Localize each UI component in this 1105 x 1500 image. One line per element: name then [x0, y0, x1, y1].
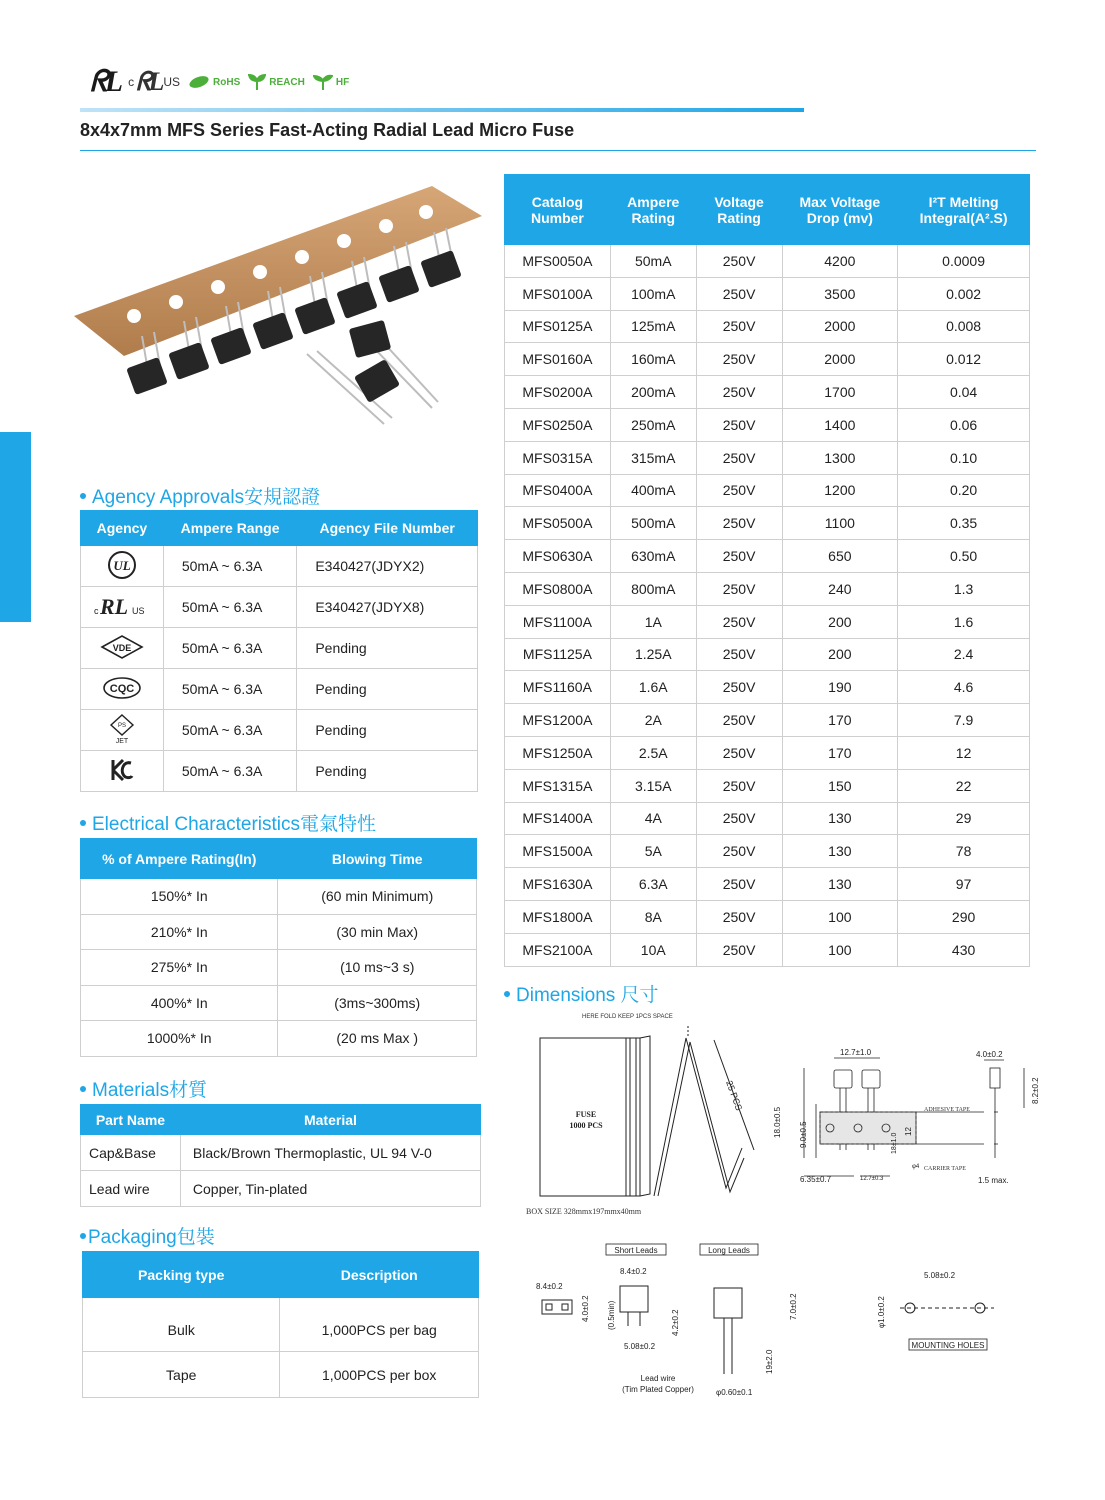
packaging-table — [82, 1251, 479, 1398]
packaging-heading: Packaging包裝 — [80, 1222, 215, 1249]
i2t-value: 0.04 — [898, 376, 1030, 409]
mounting-holes-label: MOUNTING HOLES — [911, 1341, 985, 1350]
table-row — [505, 245, 1030, 278]
catalog-number: MFS0200A — [505, 376, 611, 409]
voltage-rating: 250V — [696, 474, 782, 507]
catalog-number: MFS1100A — [505, 605, 611, 638]
agency-file: Pending — [297, 751, 478, 792]
svg-text:JET: JET — [115, 737, 129, 745]
voltage-rating: 250V — [696, 605, 782, 638]
dim-4-0: 4.0±0.2 — [976, 1050, 1003, 1059]
adhesive-label: ADHESIVE TAPE — [924, 1107, 970, 1113]
table-row — [83, 1298, 479, 1352]
material: Copper, Tin-plated — [180, 1171, 480, 1207]
i2t-value: 78 — [898, 835, 1030, 868]
max-voltage-drop: 150 — [782, 769, 898, 802]
voltage-rating: 250V — [696, 277, 782, 310]
voltage-rating: 250V — [696, 310, 782, 343]
packing-type: Tape — [83, 1352, 280, 1398]
svg-text:VDE: VDE — [112, 642, 132, 653]
i2t-value: 0.50 — [898, 540, 1030, 573]
max-voltage-drop: 2000 — [782, 343, 898, 376]
table-row — [505, 900, 1030, 933]
dim-18b: 18±1.0 — [891, 1132, 898, 1154]
max-voltage-drop: 200 — [782, 638, 898, 671]
max-voltage-drop: 200 — [782, 605, 898, 638]
i2t-value: 0.20 — [898, 474, 1030, 507]
table-row — [81, 710, 478, 751]
ampere-rating: 1A — [610, 605, 696, 638]
table-row — [505, 605, 1030, 638]
ampere-rating: 200mA — [610, 376, 696, 409]
i2t-value: 29 — [898, 802, 1030, 835]
agency-file: Pending — [297, 628, 478, 669]
catalog-number: MFS0050A — [505, 245, 611, 278]
dim-0-5: (0.5min) — [607, 1300, 616, 1330]
ampere-percent: 150%* In — [81, 879, 278, 915]
voltage-rating: 250V — [696, 507, 782, 540]
i2t-value: 0.012 — [898, 343, 1030, 376]
dim-8-4a: 8.4±0.2 — [536, 1282, 563, 1291]
blowing-time: (20 ms Max ) — [278, 1021, 477, 1057]
blowing-time: (3ms~300ms) — [278, 985, 477, 1021]
i2t-value: 2.4 — [898, 638, 1030, 671]
table-row — [81, 628, 478, 669]
catalog-number: MFS1125A — [505, 638, 611, 671]
ampere-range: 50mA ~ 6.3A — [163, 546, 296, 587]
dim-phi-1-0: φ1.0±0.2 — [877, 1296, 886, 1328]
dim-12-7: 12.7±1.0 — [840, 1048, 872, 1057]
catalog-number: MFS1400A — [505, 802, 611, 835]
col-catalog-number: Catalog Number — [505, 175, 611, 245]
max-voltage-drop: 1100 — [782, 507, 898, 540]
col-ampere-rating: Ampere Rating — [610, 175, 696, 245]
lead-wire-label: Lead wire — [640, 1374, 676, 1383]
blowing-time: (60 min Minimum) — [278, 879, 477, 915]
agency-heading: Agency Approvals安規認證 — [80, 482, 320, 509]
voltage-rating: 250V — [696, 638, 782, 671]
electrical-heading: Electrical Characteristics電氣特性 — [80, 809, 376, 836]
cul-us-logo: c ᖇL US — [128, 66, 181, 96]
max-voltage-drop: 1300 — [782, 441, 898, 474]
ampere-rating: 100mA — [610, 277, 696, 310]
voltage-rating: 250V — [696, 900, 782, 933]
svg-text:PS: PS — [117, 722, 126, 729]
dim-8-4b: 8.4±0.2 — [620, 1267, 647, 1276]
table-row — [505, 376, 1030, 409]
materials-heading: Materials材質 — [80, 1075, 207, 1102]
table-row — [505, 408, 1030, 441]
part-name: Cap&Base — [81, 1135, 181, 1171]
dim-4-2: 4.2±0.2 — [671, 1309, 680, 1336]
voltage-rating: 250V — [696, 343, 782, 376]
col-i2t-melting: I²T Melting Integral(A².S) — [898, 175, 1030, 245]
dimensions-heading: Dimensions 尺寸 — [504, 980, 659, 1007]
ampere-rating: 5A — [610, 835, 696, 868]
catalog-number: MFS0250A — [505, 408, 611, 441]
col-agency: Agency — [81, 511, 164, 546]
box-label-count: 1000 PCS — [569, 1121, 603, 1130]
ampere-percent: 400%* In — [81, 985, 278, 1021]
i2t-value: 0.10 — [898, 441, 1030, 474]
ampere-rating: 8A — [610, 900, 696, 933]
max-voltage-drop: 240 — [782, 572, 898, 605]
packaging-box-drawing — [540, 1026, 754, 1196]
table-row — [81, 1135, 481, 1171]
catalog-number: MFS0315A — [505, 441, 611, 474]
table-row — [505, 474, 1030, 507]
part-name: Lead wire — [81, 1171, 181, 1207]
ampere-rating: 1.25A — [610, 638, 696, 671]
ampere-percent: 1000%* In — [81, 1021, 278, 1057]
agency-table — [80, 510, 478, 792]
svg-text:US: US — [131, 605, 145, 616]
ampere-rating: 2.5A — [610, 736, 696, 769]
ampere-rating: 2A — [610, 704, 696, 737]
max-voltage-drop: 1400 — [782, 408, 898, 441]
dim-5-08a: 5.08±0.2 — [624, 1342, 656, 1351]
certification-logos — [90, 64, 349, 100]
catalog-number: MFS2100A — [505, 933, 611, 966]
ampere-percent: 210%* In — [81, 914, 278, 950]
rohs-logo: RoHS — [188, 75, 240, 89]
ampere-rating: 630mA — [610, 540, 696, 573]
voltage-rating: 250V — [696, 376, 782, 409]
ampere-rating: 3.15A — [610, 769, 696, 802]
table-row — [505, 933, 1030, 966]
title-accent-bar — [80, 108, 804, 112]
max-voltage-drop: 190 — [782, 671, 898, 704]
voltage-rating: 250V — [696, 835, 782, 868]
i2t-value: 0.06 — [898, 408, 1030, 441]
i2t-value: 0.0009 — [898, 245, 1030, 278]
short-leads-label: Short Leads — [614, 1246, 658, 1255]
dim-4-0b: 4.0±0.2 — [581, 1295, 590, 1322]
reach-logo: REACH — [248, 73, 305, 91]
table-row — [81, 1171, 481, 1207]
voltage-rating: 250V — [696, 572, 782, 605]
catalog-number: MFS1315A — [505, 769, 611, 802]
vde-icon — [81, 628, 164, 669]
max-voltage-drop: 1200 — [782, 474, 898, 507]
fold-label: HERE FOLD KEEP 1PCS SPACE — [582, 1014, 673, 1020]
voltage-rating: 250V — [696, 704, 782, 737]
catalog-number: MFS0400A — [505, 474, 611, 507]
i2t-value: 22 — [898, 769, 1030, 802]
packing-description: 1,000PCS per bag — [280, 1298, 479, 1352]
ampere-rating: 125mA — [610, 310, 696, 343]
ampere-rating: 10A — [610, 933, 696, 966]
catalog-number: MFS1500A — [505, 835, 611, 868]
box-size-label: BOX SIZE 328mmx197mmx40mm — [526, 1207, 642, 1216]
i2t-value: 290 — [898, 900, 1030, 933]
max-label: 1.5 max. — [978, 1176, 1009, 1185]
catalog-number: MFS0100A — [505, 277, 611, 310]
col-voltage-rating: Voltage Rating — [696, 175, 782, 245]
max-voltage-drop: 170 — [782, 704, 898, 737]
table-row — [505, 343, 1030, 376]
lead-wire-material: (Tim Plated Copper) — [622, 1385, 694, 1394]
table-row — [505, 638, 1030, 671]
table-row — [505, 441, 1030, 474]
ampere-rating: 250mA — [610, 408, 696, 441]
cqc-icon — [81, 669, 164, 710]
svg-text:CQC: CQC — [109, 682, 135, 695]
ampere-rating: 500mA — [610, 507, 696, 540]
blowing-time: (10 ms~3 s) — [278, 950, 477, 986]
voltage-rating: 250V — [696, 933, 782, 966]
voltage-rating: 250V — [696, 245, 782, 278]
i2t-value: 97 — [898, 868, 1030, 901]
sprout-icon — [313, 73, 333, 91]
catalog-number: MFS1160A — [505, 671, 611, 704]
dim-phi4: φ4 — [912, 1164, 920, 1170]
ampere-rating: 50mA — [610, 245, 696, 278]
col-material: Material — [180, 1105, 480, 1135]
electrical-table — [80, 838, 477, 1057]
ampere-rating: 400mA — [610, 474, 696, 507]
packing-type: Bulk — [83, 1298, 280, 1352]
ampere-range: 50mA ~ 6.3A — [163, 710, 296, 751]
ul-logo: ᖇL — [90, 65, 121, 98]
carrier-label: CARRIER TAPE — [924, 1166, 966, 1172]
ampere-rating: 800mA — [610, 572, 696, 605]
dim-6-35: 6.35±0.7 — [800, 1175, 832, 1184]
col-max-voltage-drop: Max Voltage Drop (mv) — [782, 175, 898, 245]
agency-file: Pending — [297, 710, 478, 751]
ampere-rating: 1.6A — [610, 671, 696, 704]
max-voltage-drop: 130 — [782, 868, 898, 901]
table-row — [505, 802, 1030, 835]
i2t-value: 0.002 — [898, 277, 1030, 310]
table-row — [505, 572, 1030, 605]
dimension-drawings — [504, 1008, 1044, 1408]
col-part-name: Part Name — [81, 1105, 181, 1135]
dim-12-7b: 12.7±0.3 — [860, 1176, 884, 1182]
ampere-percent: 275%* In — [81, 950, 278, 986]
dim-phi-0-6: φ0.60±0.1 — [716, 1388, 753, 1397]
svg-text:RL: RL — [99, 593, 129, 618]
product-photo — [72, 186, 482, 426]
i2t-value: 0.008 — [898, 310, 1030, 343]
material: Black/Brown Thermoplastic, UL 94 V-0 — [180, 1135, 480, 1171]
table-row — [81, 587, 478, 628]
hf-logo: HF — [313, 73, 349, 91]
ampere-rating: 4A — [610, 802, 696, 835]
box-label-fuse: FUSE — [575, 1110, 597, 1119]
pse-jet-icon — [81, 710, 164, 751]
table-row — [505, 835, 1030, 868]
agency-file: E340427(JDYX2) — [297, 546, 478, 587]
table-row — [81, 751, 478, 792]
voltage-rating: 250V — [696, 408, 782, 441]
i2t-value: 1.6 — [898, 605, 1030, 638]
catalog-number: MFS1630A — [505, 868, 611, 901]
max-voltage-drop: 650 — [782, 540, 898, 573]
table-row — [81, 546, 478, 587]
voltage-rating: 250V — [696, 769, 782, 802]
catalog-number: MFS1200A — [505, 704, 611, 737]
cul-icon — [81, 587, 164, 628]
ampere-range: 50mA ~ 6.3A — [163, 587, 296, 628]
page-title: 8x4x7mm MFS Series Fast-Acting Radial Lead Micro Fuse — [80, 120, 575, 140]
materials-table — [80, 1104, 481, 1207]
voltage-rating: 250V — [696, 868, 782, 901]
col-blowing-time: Blowing Time — [278, 839, 477, 879]
agency-file: Pending — [297, 669, 478, 710]
catalog-number: MFS0125A — [505, 310, 611, 343]
ampere-range: 50mA ~ 6.3A — [163, 751, 296, 792]
table-row — [505, 671, 1030, 704]
voltage-rating: 250V — [696, 671, 782, 704]
i2t-value: 0.35 — [898, 507, 1030, 540]
catalog-number: MFS1800A — [505, 900, 611, 933]
voltage-rating: 250V — [696, 441, 782, 474]
title-divider — [80, 150, 1036, 151]
ampere-range: 50mA ~ 6.3A — [163, 669, 296, 710]
col-agency-file: Agency File Number — [297, 511, 478, 546]
sprout-icon — [248, 73, 266, 91]
ampere-range: 50mA ~ 6.3A — [163, 628, 296, 669]
i2t-value: 7.9 — [898, 704, 1030, 737]
table-row — [83, 1352, 479, 1398]
catalog-number: MFS0160A — [505, 343, 611, 376]
dim-5-08b: 5.08±0.2 — [924, 1271, 956, 1280]
packing-description: 1,000PCS per box — [280, 1352, 479, 1398]
tape-dimension-drawing — [804, 1058, 1024, 1176]
svg-text:c: c — [93, 605, 99, 616]
col-ampere-percent: % of Ampere Rating(In) — [81, 839, 278, 879]
col-ampere-range: Ampere Range — [163, 511, 296, 546]
table-row — [505, 310, 1030, 343]
table-row — [505, 704, 1030, 737]
max-voltage-drop: 4200 — [782, 245, 898, 278]
i2t-value: 1.3 — [898, 572, 1030, 605]
max-voltage-drop: 3500 — [782, 277, 898, 310]
table-row — [505, 277, 1030, 310]
table-row — [81, 950, 477, 986]
ampere-rating: 160mA — [610, 343, 696, 376]
catalog-number: MFS1250A — [505, 736, 611, 769]
table-row — [81, 914, 477, 950]
table-row — [81, 669, 478, 710]
catalog-number: MFS0500A — [505, 507, 611, 540]
ampere-rating: 315mA — [610, 441, 696, 474]
max-voltage-drop: 100 — [782, 933, 898, 966]
table-row — [505, 769, 1030, 802]
voltage-rating: 250V — [696, 802, 782, 835]
max-voltage-drop: 130 — [782, 802, 898, 835]
pcs-label: 25 PCS — [724, 1079, 745, 1112]
blowing-time: (30 min Max) — [278, 914, 477, 950]
max-voltage-drop: 1700 — [782, 376, 898, 409]
catalog-number: MFS0800A — [505, 572, 611, 605]
dim-12: 12 — [904, 1127, 913, 1136]
voltage-rating: 250V — [696, 540, 782, 573]
max-voltage-drop: 100 — [782, 900, 898, 933]
col-packing-type: Packing type — [83, 1252, 280, 1298]
dim-19: 19±2.0 — [765, 1349, 774, 1374]
long-leads-label: Long Leads — [708, 1246, 750, 1255]
ampere-rating: 6.3A — [610, 868, 696, 901]
i2t-value: 12 — [898, 736, 1030, 769]
col-description: Description — [280, 1252, 479, 1298]
i2t-value: 430 — [898, 933, 1030, 966]
svg-text:UL: UL — [113, 557, 131, 573]
table-row — [505, 868, 1030, 901]
agency-file: E340427(JDYX8) — [297, 587, 478, 628]
catalog-table — [504, 174, 1030, 967]
kc-icon — [81, 751, 164, 792]
max-voltage-drop: 130 — [782, 835, 898, 868]
table-row — [505, 540, 1030, 573]
table-row — [505, 736, 1030, 769]
ul-icon — [81, 546, 164, 587]
dim-7-0: 7.0±0.2 — [789, 1293, 798, 1320]
max-voltage-drop: 170 — [782, 736, 898, 769]
leaf-icon — [188, 75, 210, 89]
side-tab-marker — [0, 432, 31, 622]
dim-9: 9.0±0.5 — [799, 1121, 808, 1148]
catalog-number: MFS0630A — [505, 540, 611, 573]
dim-18: 18.0±0.5 — [773, 1106, 782, 1138]
max-voltage-drop: 2000 — [782, 310, 898, 343]
i2t-value: 4.6 — [898, 671, 1030, 704]
dim-8-2: 8.2±0.2 — [1031, 1077, 1040, 1104]
table-row — [81, 1021, 477, 1057]
table-row — [505, 507, 1030, 540]
table-row — [81, 879, 477, 915]
table-row — [81, 985, 477, 1021]
voltage-rating: 250V — [696, 736, 782, 769]
